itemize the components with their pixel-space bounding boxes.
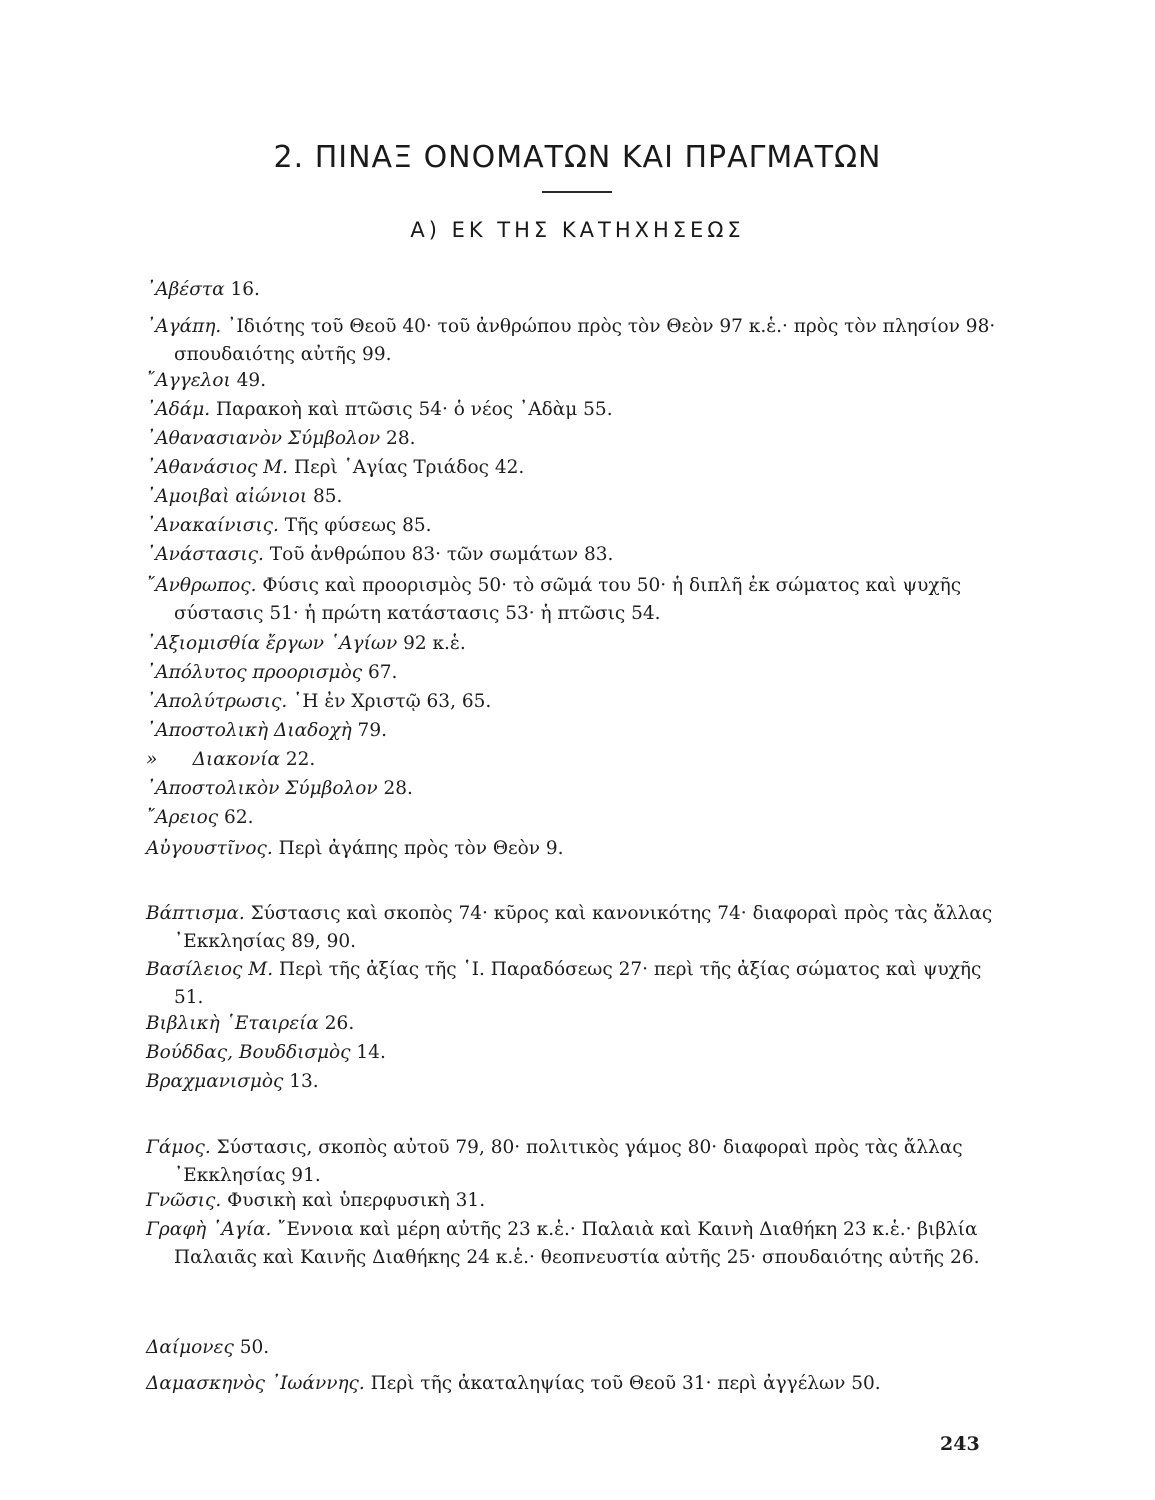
index-entry: Βραχμανισμὸς 13. <box>146 1071 319 1092</box>
index-entry: Βασίλειος Μ. Περὶ τῆς ἀξίας τῆς ῾Ι. Παραδόσεως 27· περὶ τῆς ἀξίας σώματος καὶ ψυχῆς 51. <box>146 959 982 1008</box>
index-entry: ῎Αγγελοι 49. <box>146 370 267 391</box>
page-title: 2. ΠΙΝΑΞ ΟΝΟΜΑΤΩΝ ΚΑΙ ΠΡΑΓΜΑΤΩΝ <box>273 140 882 175</box>
index-entry: ᾿Απόλυτος προορισμὸς 67. <box>146 662 398 683</box>
index-entry: Αὐγουστῖνος. Περὶ ἀγάπης πρὸς τὸν Θεὸν 9. <box>146 838 564 859</box>
index-entry: ᾿Αποστολικὴ Διαδοχὴ 79. <box>146 720 387 741</box>
index-entry: Γνῶσις. Φυσικὴ καὶ ὑπερφυσικὴ 31. <box>146 1190 486 1211</box>
index-entry: ᾿Αθανασιανὸν Σύμβολον 28. <box>146 428 416 449</box>
index-entry: Βιβλικὴ ῾Εταιρεία 26. <box>146 1013 355 1034</box>
index-entry: ᾿Αθανάσιος Μ. Περὶ ῾Αγίας Τριάδος 42. <box>146 457 525 478</box>
index-entry: ῎Ανθρωπος. Φύσις καὶ προορισμὸς 50· τὸ σῶμά του 50· ἡ διπλῆ ἐκ σώματος καὶ ψυχῆς σύστασις 51· ἡ πρώτη κατάστασις 53· ἡ πτῶσις 54. <box>146 575 962 624</box>
index-entry: ᾿Ανάστασις. Τοῦ ἀνθρώπου 83· τῶν σωμάτων 83. <box>146 544 614 565</box>
index-entry: ᾿Αμοιβαὶ αἰώνιοι 85. <box>146 486 343 507</box>
index-entry: Γάμος. Σύστασις, σκοπὸς αὐτοῦ 79, 80· πολιτικὸς γάμος 80· διαφοραὶ πρὸς τὰς ἄλλας ᾿Εκκλησίας 91. <box>146 1137 963 1186</box>
section-subtitle: Α) ΕΚ ΤΗΣ ΚΑΤΗΧΗΣΕΩΣ <box>410 218 745 242</box>
index-entry: ᾿Αγάπη. ᾿Ιδιότης τοῦ Θεοῦ 40· τοῦ ἀνθρώπου πρὸς τὸν Θεὸν 97 κ.ἑ.· πρὸς τὸν πλησίον 98· σπουδαιότης αὐτῆς 99. <box>146 316 996 365</box>
index-entry: ᾿Αδάμ. Παρακοὴ καὶ πτῶσις 54· ὁ νέος ᾿Αδὰμ 55. <box>146 399 613 420</box>
index-entry: Βάπτισμα. Σύστασις καὶ σκοπὸς 74· κῦρος καὶ κανονικότης 74· διαφοραὶ πρὸς τὰς ἄλλας ᾿Εκκλησίας 89, 90. <box>146 903 993 952</box>
index-entry: Βούδδας, Βουδδισμὸς 14. <box>146 1042 386 1063</box>
page-number: 243 <box>940 1433 980 1455</box>
index-entry: ᾿Ανακαίνισις. Τῆς φύσεως 85. <box>146 515 432 536</box>
index-entry: Γραφὴ ῾Αγία. ῎Εννοια καὶ μέρη αὐτῆς 23 κ.ἑ.· Παλαιὰ καὶ Καινὴ Διαθήκη 23 κ.ἑ.· βιβλία Παλαιᾶς καὶ Καινῆς Διαθήκης 24 κ.ἑ.· θεοπνευστία αὐτῆς 25· σπουδαιότης αὐτῆς 26. <box>146 1219 980 1268</box>
index-entry: ῎Αρειος 62. <box>146 807 254 828</box>
index-entry: » Διακονία 22. <box>146 749 316 770</box>
index-entry: Δαμασκηνὸς ᾿Ιωάννης. Περὶ τῆς ἀκαταληψίας τοῦ Θεοῦ 31· περὶ ἀγγέλων 50. <box>146 1373 881 1394</box>
index-entry: Δαίμονες 50. <box>146 1337 270 1358</box>
index-entry: ᾿Απολύτρωσις. ῾Η ἐν Χριστῷ 63, 65. <box>146 691 492 712</box>
index-entry: ᾿Αξιομισθία ἔργων ῾Αγίων 92 κ.ἑ. <box>146 633 466 654</box>
index-entry: ᾿Αβέστα 16. <box>146 279 260 300</box>
index-entry: ᾿Αποστολικὸν Σύμβολον 28. <box>146 778 413 799</box>
title-divider <box>542 191 612 193</box>
